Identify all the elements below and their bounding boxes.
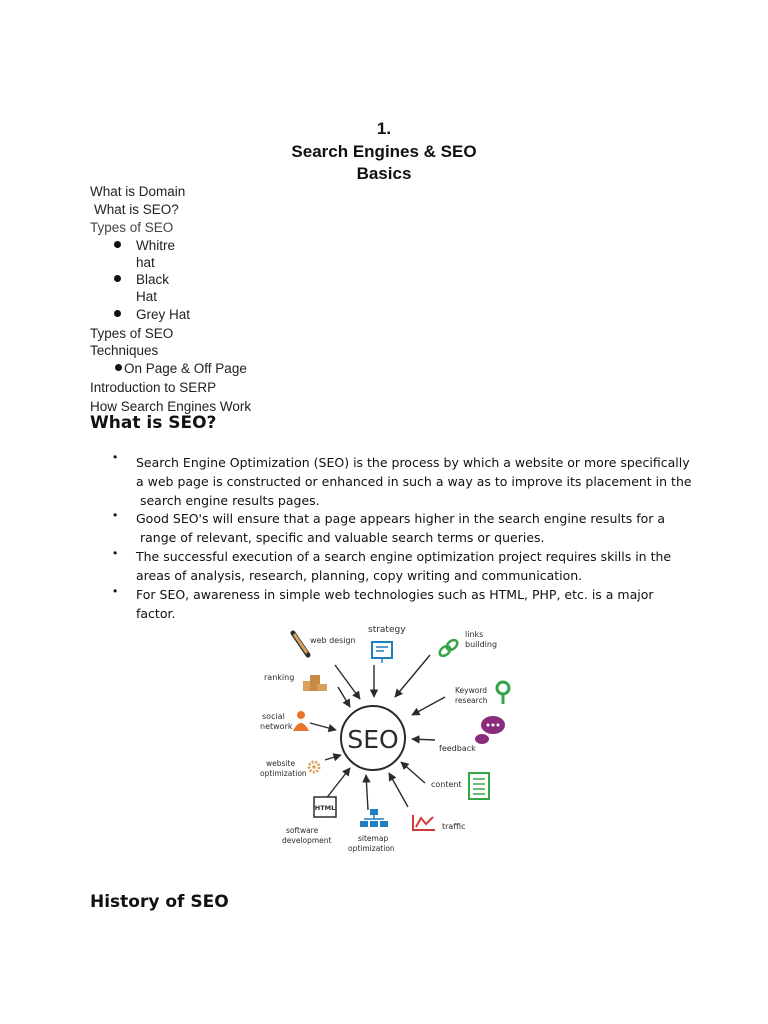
list-item-line: For SEO, awareness in simple web technologies such as HTML, PHP, etc. is a major bbox=[136, 587, 654, 602]
label-research: research bbox=[455, 696, 488, 705]
strategy-board-icon bbox=[372, 642, 392, 663]
pencil-icon bbox=[293, 633, 308, 655]
page-title-line-1: Search Engines & SEO bbox=[291, 142, 477, 161]
toc-item-what-is-domain: What is Domain bbox=[90, 184, 186, 199]
label-ranking: ranking bbox=[264, 673, 295, 682]
label-sitemap-optimization: optimization bbox=[348, 844, 395, 853]
list-item-line: factor. bbox=[136, 606, 176, 621]
toc-subitem-grey-hat: Grey Hat bbox=[136, 307, 191, 322]
label-sitemap: sitemap bbox=[358, 834, 389, 843]
bullet-icon bbox=[114, 275, 121, 282]
seo-concept-diagram bbox=[250, 615, 520, 865]
list-item-line: search engine results pages. bbox=[136, 493, 320, 508]
ranking-podium-icon bbox=[303, 675, 327, 691]
label-optimization: optimization bbox=[260, 769, 307, 778]
magnifier-icon bbox=[497, 682, 509, 704]
label-strategy: strategy bbox=[368, 625, 406, 635]
label-development: development bbox=[282, 836, 332, 845]
label-website: website bbox=[266, 759, 296, 768]
label-network: network bbox=[260, 722, 293, 731]
link-chain-icon bbox=[438, 638, 459, 658]
toc-item-types-of-seo: Types of SEO bbox=[90, 220, 174, 235]
seo-center-label: SEO bbox=[347, 725, 399, 754]
html-file-icon bbox=[314, 797, 336, 817]
list-item-line: The successful execution of a search engine optimization project requires skills in the bbox=[136, 549, 672, 564]
list-item bbox=[136, 509, 665, 547]
toc-subitem-black-hat-line-1: Black bbox=[136, 272, 170, 287]
list-item-line: areas of analysis, research, planning, copy writing and communication. bbox=[136, 568, 583, 583]
bullet-icon bbox=[114, 241, 121, 248]
label-social: social bbox=[262, 712, 285, 721]
bullet-icon: • bbox=[113, 450, 118, 464]
traffic-chart-icon bbox=[413, 815, 435, 830]
toc-item-how-engines-work: How Search Engines Work bbox=[90, 399, 252, 414]
list-item bbox=[136, 547, 671, 585]
toc-subitem-black-hat-line-2: Hat bbox=[136, 289, 158, 304]
label-traffic: traffic bbox=[442, 822, 466, 831]
gear-icon bbox=[309, 762, 319, 772]
person-icon bbox=[293, 711, 309, 731]
toc-item-techniques-line-1: Types of SEO bbox=[90, 326, 174, 341]
list-item bbox=[136, 453, 692, 510]
label-building: building bbox=[465, 640, 498, 649]
section-heading-what-is-seo: What is SEO? bbox=[90, 413, 217, 433]
label-keyword: Keyword bbox=[455, 686, 488, 695]
chat-bubbles-icon bbox=[475, 716, 505, 744]
document-icon bbox=[469, 773, 489, 799]
bullet-icon bbox=[114, 310, 121, 317]
html-icon-text: HTML bbox=[314, 804, 336, 812]
label-content: content bbox=[431, 780, 462, 789]
label-feedback: feedback bbox=[439, 744, 476, 753]
toc-subitem-on-off-page: On Page & Off Page bbox=[124, 361, 247, 376]
bullet-icon: • bbox=[113, 508, 118, 522]
toc-item-techniques-line-2: Techniques bbox=[90, 343, 159, 358]
label-links: links bbox=[465, 630, 484, 639]
bullet-icon bbox=[115, 364, 122, 371]
list-item-line: Good SEO's will ensure that a page appears higher in the search engine results for a bbox=[136, 511, 666, 526]
sitemap-icon bbox=[360, 809, 388, 827]
list-item-line: range of relevant, specific and valuable search terms or queries. bbox=[136, 530, 545, 545]
toc-item-intro-serp: Introduction to SERP bbox=[90, 380, 217, 395]
bullet-icon: • bbox=[113, 546, 118, 560]
list-item-line: a web page is constructed or enhanced in such a way as to improve its placement in the bbox=[136, 474, 692, 489]
label-software: software bbox=[286, 826, 319, 835]
bullet-icon: • bbox=[113, 584, 118, 598]
label-web-design: web design bbox=[310, 636, 356, 645]
section-heading-history-of-seo: History of SEO bbox=[90, 892, 229, 912]
toc-subitem-white-hat-line-2: hat bbox=[136, 255, 155, 270]
toc-subitem-white-hat-line-1: Whitre bbox=[136, 238, 176, 253]
toc-item-what-is-seo: What is SEO? bbox=[94, 202, 179, 217]
chapter-number: 1. bbox=[376, 119, 392, 138]
list-item-line: Search Engine Optimization (SEO) is the process by which a website or more specifically bbox=[136, 455, 690, 470]
page-title-line-2: Basics bbox=[356, 164, 412, 183]
